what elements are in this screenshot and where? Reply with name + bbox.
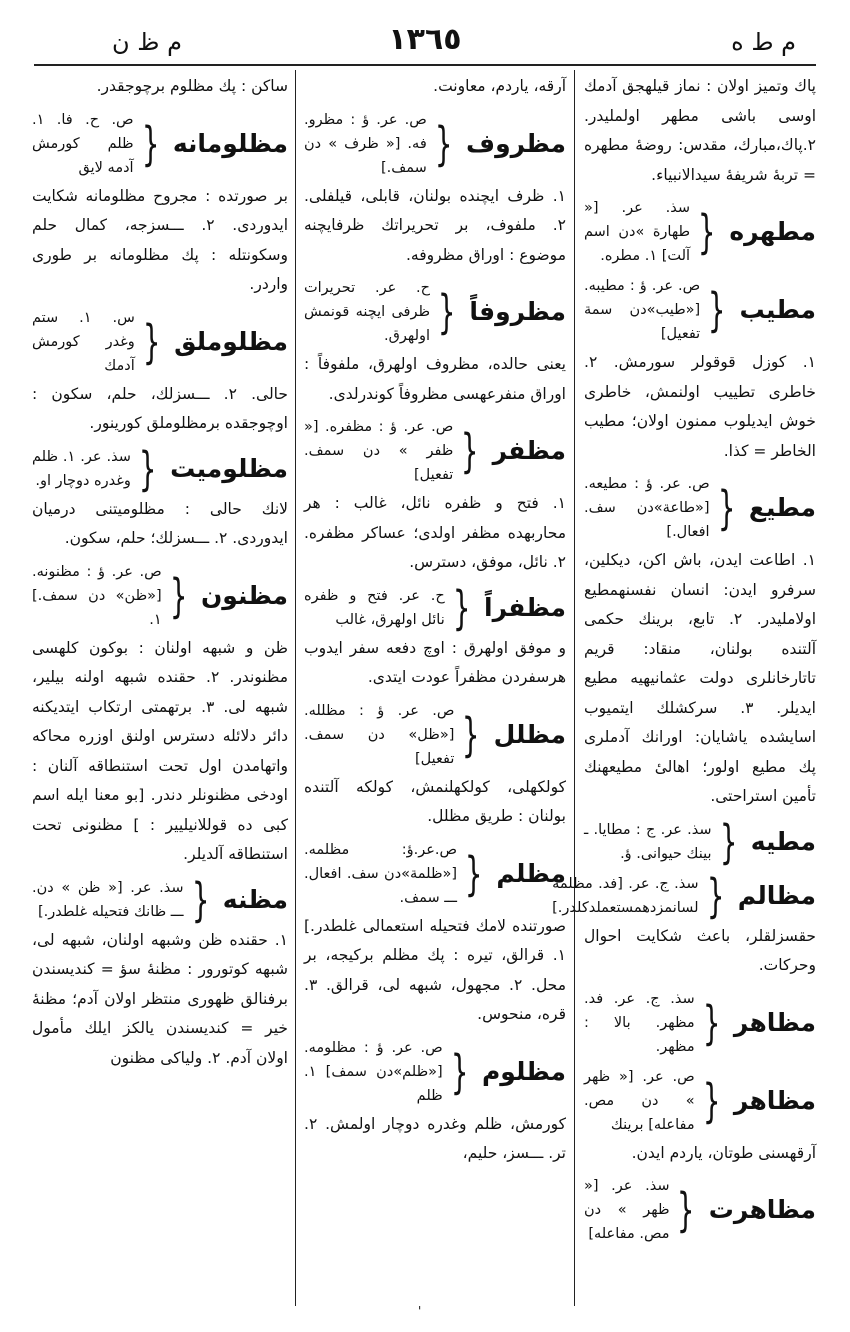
- brace-icon: {: [697, 205, 716, 259]
- entry-text: ١. حقنده ظن وشبهه اولنان، شبهه لى، شبهه كوتورور : مظنهٔ سؤ = كنديسندن برفنالق ظهورى منتظر اولان آدم؛ مظنهٔ خير = كنديسندن يالكز ايلك مأمول اولان آدم. ٢. ولياكى مظنون: [32, 930, 288, 1067]
- column-right: [552, 72, 816, 1248]
- headword: مظاهر: [733, 1085, 816, 1115]
- entry-text: لانك حالى : مظلوميتنى درميان ايدوردى. ٢. ـــسزلك؛ حلم، سكون.: [32, 499, 288, 547]
- grammar-note: سذ. عر. [« ظهر » دن مص. مفاعله]: [584, 1178, 670, 1242]
- entry-header: [584, 814, 816, 869]
- grammar-note: ص. عر. ؤ : مظفره. [« ظفر » دن سمف. تفعيل]: [304, 419, 454, 483]
- brace-icon: {: [462, 707, 480, 762]
- headword: مظالم: [737, 880, 816, 910]
- entry-header: [584, 274, 816, 346]
- headword: مطيب: [739, 295, 816, 325]
- header-left-letters: م ظ ن: [112, 28, 182, 56]
- headword: مظاهر: [733, 1007, 816, 1037]
- entry-header: [304, 276, 566, 348]
- entry-header: [584, 987, 816, 1059]
- entry-header: [584, 472, 816, 544]
- column-left: [32, 72, 288, 1077]
- headword: مظلل: [493, 719, 566, 749]
- headword: مظفر: [492, 436, 566, 466]
- entry-text: كورمش، ظلم وغدره دوچار اولمش. ٢. تر. ـــسز، حليم،: [304, 1114, 566, 1162]
- headword: مظروفاً: [469, 297, 566, 327]
- column-divider-right: [574, 70, 575, 1306]
- brace-icon: {: [191, 872, 209, 927]
- entry-header: [32, 306, 288, 378]
- entry-header: [584, 196, 816, 268]
- entry-header: [304, 580, 566, 635]
- brace-icon: {: [452, 580, 471, 635]
- grammar-note: سذ. عر. [« ظن » دن. ـــ ظانك فتحيله غلطدر.]: [32, 879, 184, 920]
- brace-icon: {: [464, 846, 483, 901]
- entry-header: [32, 872, 288, 927]
- headword: مطيه: [750, 826, 816, 856]
- grammar-note: ص.عر.ؤ: مظلمه.[«ظلمة»دن سف. افعال. ـــ سمف.: [304, 841, 458, 906]
- entry-text: ١. ظرف ايچنده بولنان، قابلى، قيلفلى. ٢. ملفوف، بر تحريراتك ظرفايچنه موضوع : اوراق مظروفه.: [304, 186, 566, 264]
- headword: مظاهرت: [708, 1195, 816, 1225]
- headword: مظنه: [222, 884, 288, 914]
- grammar-note: سذ. ج. عر. [فد. مظلمه لسانمزدهمستعملدكلدر.]: [552, 875, 699, 916]
- entry-header: [32, 560, 288, 632]
- grammar-note: سذ. عر. [« طهارة »دن اسم آلت] ١. مطره.: [584, 200, 691, 264]
- headword: مطهره: [729, 217, 816, 247]
- headword: مظلم: [496, 858, 566, 888]
- brace-icon: {: [138, 441, 157, 496]
- headword: مظلوم: [481, 1056, 566, 1086]
- entry-header: [304, 108, 566, 180]
- headword: مظلوميت: [170, 453, 288, 483]
- brace-icon: {: [702, 995, 721, 1050]
- brace-icon: {: [677, 1183, 695, 1237]
- grammar-note: ص. عر. ؤ : مطيعه. [«طاعة»دن سف. افعال.]: [584, 476, 710, 540]
- header-right-letters: م ط ه: [731, 28, 796, 56]
- brace-icon: {: [434, 116, 453, 171]
- grammar-note: ص. عر. ؤ : مطيبه. [«طيب»دن سمة تفعيل]: [584, 278, 701, 342]
- brace-icon: {: [437, 285, 456, 339]
- grammar-note: ص. عر. ؤ : مظنونه. [«ظن» دن سمف.] ١.: [32, 563, 162, 628]
- brace-icon: {: [141, 116, 160, 171]
- column-middle: [304, 72, 566, 1173]
- grammar-note: ص. عر. [« ظهر » دن مص. مفاعله] برينك: [584, 1068, 695, 1133]
- entry-text: كولكهلى، كولكهلنمش، كولكه آلتنده بولنان : طريق مظلل.: [304, 777, 566, 825]
- entry-text: پاك وتميز اولان : نماز قيلهجق آدمك اوسى باشى مطهر اولمليدر. ٢.پاك،مبارك، مقدس: روضهٔ مطهره = تربهٔ شريفهٔ سيدالانبياء.: [584, 77, 816, 184]
- grammar-note: ح. عر. فتح و ظفره نائل اولهرق، غالب: [304, 587, 445, 628]
- entry-header: [32, 441, 288, 496]
- brace-icon: {: [706, 868, 724, 923]
- grammar-note: سذ. ج. عر. فد. مظهر. بالا : مظهر.: [584, 990, 695, 1055]
- entry-text: ١. فتح و ظفره نائل، غالب : هر محاربهده مظفر اولدى؛ عساكر مظفره. ٢. نائل، موفق، دسترس.: [304, 494, 566, 571]
- entry-text: يعنى حالده، مظروف اولهرق، ملفوفاً : اوراق منفرعهسى مظروفاً كوندرلدى.: [304, 355, 566, 403]
- brace-icon: {: [717, 481, 736, 535]
- entry-text: و موفق اولهرق : اوچ دفعه سفر ايدوب هرسفردن مظفراً عودت ايتدى.: [304, 638, 566, 686]
- grammar-note: س. ١. ستم وغدر كورمش آدمك: [32, 309, 135, 374]
- entry-header: [304, 415, 566, 487]
- entry-text: آرقه، ياردم، معاونت.: [433, 77, 566, 95]
- footer-mark: ': [418, 1304, 422, 1318]
- entry-header: [304, 1036, 566, 1108]
- brace-icon: {: [719, 814, 737, 869]
- brace-icon: {: [461, 424, 479, 478]
- headword: مظلوملق: [174, 326, 288, 356]
- entry-header: [32, 108, 288, 180]
- headword: مظلومانه: [172, 128, 288, 158]
- entry-text: ظن و شبهه اولنان : بوكون كلهسى مظنوندر. ٢. حقنده شبهه اولنه بيلير، شبهه لى. ٣. برتهمتى ارتكاب ايتديكنه دائر دلائله دسترس اولنق اوزره محاكه واتهامدن اول تحت استنطاقه آلنان : اودخى مظنونلر دندر. [بو معنا ايله اسم كبى ده قوللانيليير : ] مظنونى تحت استنطاقه آلديلر.: [32, 638, 288, 863]
- column-divider-left: [295, 70, 296, 1306]
- headword: مظنون: [200, 580, 288, 610]
- headword: مطيع: [748, 493, 816, 523]
- entry-header: [304, 838, 566, 910]
- headword: مظفراً: [484, 592, 566, 622]
- grammar-note: ح. عر. تحريرات ظرفى ايچنه قونمش اولهرق.: [304, 280, 431, 344]
- entry-text: حقسزلقلر، باعث شكايت احوال وحركات.: [584, 926, 816, 974]
- entry-text: ١. كوزل قوقولر سورمش. ٢. خاطرى تطييب اولنمش، خاطرى خوش ايديلوب ممنون اولان؛ مطيب الخاطر = كذا.: [584, 353, 816, 460]
- grammar-note: ص. عر. ؤ : مظرو. فه. [« ظرف » دن سمف.]: [304, 111, 427, 176]
- grammar-note: سذ. عر. ج : مطايا. ـ بينك حيوانى. ؤ.: [584, 821, 712, 862]
- header-rule: [34, 64, 816, 66]
- entry-header: [584, 1174, 816, 1246]
- brace-icon: {: [169, 568, 188, 623]
- brace-icon: {: [702, 1073, 721, 1128]
- entry-text: حالى. ٢. ـــسزلك، حلم، سكون : اوچوجقده برمظلوملق كورينور.: [32, 384, 288, 432]
- headword: مظروف: [466, 128, 566, 158]
- page-number: ١٣٦٥: [388, 22, 462, 57]
- brace-icon: {: [450, 1044, 469, 1099]
- entry-header: [584, 1065, 816, 1137]
- grammar-note: ص. ح. فا. ١. ظلم كورمش آدمه لايق: [32, 111, 134, 176]
- entry-header: [552, 868, 816, 923]
- grammar-note: سذ. عر. ١. ظلم وغدره دوچار او.: [32, 448, 131, 489]
- entry-text: آرقهسنى طوتان، ياردم ايدن.: [631, 1143, 816, 1162]
- entry-header: [304, 699, 566, 771]
- page-header: [30, 22, 820, 60]
- brace-icon: {: [142, 314, 161, 369]
- brace-icon: {: [708, 283, 726, 337]
- entry-text: ساكن : پك مظلوم برچوجقدر.: [96, 77, 288, 95]
- grammar-note: ص. عر. ؤ : مظلومه. [«ظلم»دن سمف] ١. ظلم: [304, 1039, 443, 1104]
- grammar-note: ص. عر. ؤ : مظلله. [«ظل» دن سمف. تفعيل]: [304, 702, 455, 767]
- entry-text: صورتنده لامك فتحيله استعمالى غلطدر.] ١. قرالق، تيره : پك مظلم بركيجه، بر محل. ٢. مجهول، شبهه لى، قرالق. ٣. قره، منحوس.: [304, 916, 566, 1023]
- entry-text: ١. اطاعت ايدن، باش اكن، ديكلين، سرفرو ايدن: انسان نفسنهمطيع اولامليدر. ٢. تابع، برينك حكمى آلتنده بولنان، منقاد: قريم تاتارخانلرى دولت عثمانيهيه مطيع ايديلر. ٣. سركشلك ايتميوب اسايشده ياشايان: اورانك آدملرى پك مطيع اولور؛ اهالىٔ مطيعهنك تأمين استراحتى.: [584, 551, 816, 805]
- entry-text: بر صورتده : مجروح مظلومانه شكايت ايدوردى. ٢. ـــسزجه، كمال حلم وسكونتله : پك مظلومانه بر طورى واردر.: [32, 186, 288, 293]
